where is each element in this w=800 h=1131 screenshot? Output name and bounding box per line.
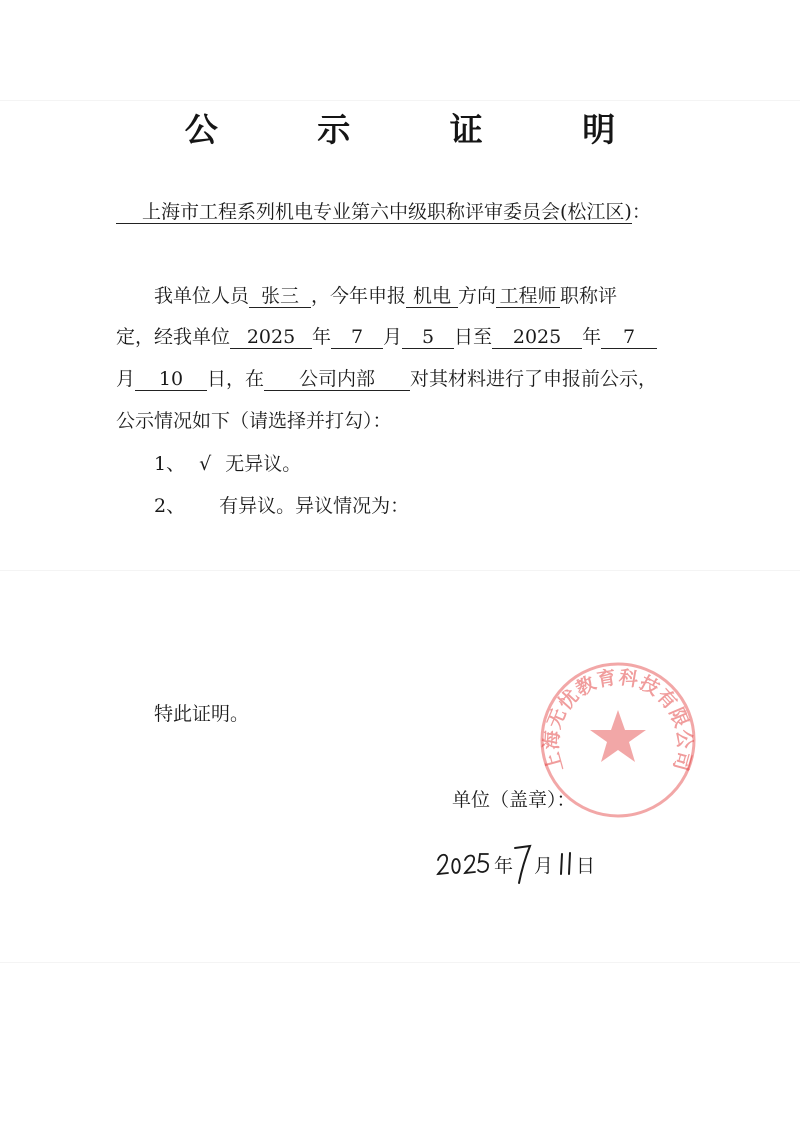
option-2 xyxy=(154,494,409,518)
text: 年 xyxy=(582,326,602,348)
closing-text: 特此证明。 xyxy=(154,703,250,725)
option-number: 2、 xyxy=(154,495,186,517)
page-title: 公 示 证 明 xyxy=(184,110,660,149)
option-1 xyxy=(154,452,301,476)
scan-line xyxy=(0,962,800,963)
start-month: 7 xyxy=(331,326,383,349)
text: 月 xyxy=(383,326,403,348)
scan-line xyxy=(0,100,800,101)
start-year: 2025 xyxy=(230,326,312,349)
date-month-label: 月 xyxy=(534,855,554,877)
scan-line xyxy=(0,570,800,571)
end-month: 7 xyxy=(601,326,657,349)
date-day-label: 日 xyxy=(576,855,596,877)
text: 定，经我单位 xyxy=(116,326,231,348)
text: 年 xyxy=(312,326,332,348)
addressee-line xyxy=(116,200,651,224)
title-value: 工程师 xyxy=(496,285,560,308)
date-year-label: 年 xyxy=(494,855,514,877)
option-number: 1、 xyxy=(154,453,186,475)
company-seal xyxy=(538,660,698,820)
text: 日，在 xyxy=(207,368,265,390)
body-line-1 xyxy=(154,284,617,308)
end-day: 10 xyxy=(135,368,207,391)
body-line-3 xyxy=(116,367,657,391)
text: 日至 xyxy=(454,326,493,348)
text: 月 xyxy=(116,368,136,390)
addressee-colon: ： xyxy=(631,201,651,223)
handwritten-date xyxy=(436,840,606,886)
seal-star-icon xyxy=(590,710,646,762)
check-mark-icon: √ xyxy=(199,453,212,475)
start-day: 5 xyxy=(402,326,454,349)
field-value: 机电 xyxy=(406,285,458,308)
unit-stamp-label: 单位（盖章）： xyxy=(452,789,576,811)
body-line-4: 公示情况如下（请选择并打勾）： xyxy=(116,410,392,432)
end-year: 2025 xyxy=(492,326,582,349)
seal-text: 上海无忧教育科技有限公司 xyxy=(540,666,696,774)
body-line-2 xyxy=(116,325,657,349)
option-text: 有异议。异议情况为： xyxy=(219,495,410,517)
place-value: 公司内部 xyxy=(264,368,410,391)
addressee: 上海市工程系列机电专业第六中级职称评审委员会(松江区) xyxy=(142,201,632,223)
person-name: 张三 xyxy=(249,285,311,308)
blank-underline xyxy=(116,201,142,224)
text: 职称评 xyxy=(560,285,618,307)
option-text: 无异议。 xyxy=(225,453,302,475)
text: 方向 xyxy=(458,285,497,307)
text: ，今年申报 xyxy=(311,285,407,307)
text: 我单位人员 xyxy=(154,285,250,307)
text: 对其材料进行了申报前公示， xyxy=(410,368,658,390)
